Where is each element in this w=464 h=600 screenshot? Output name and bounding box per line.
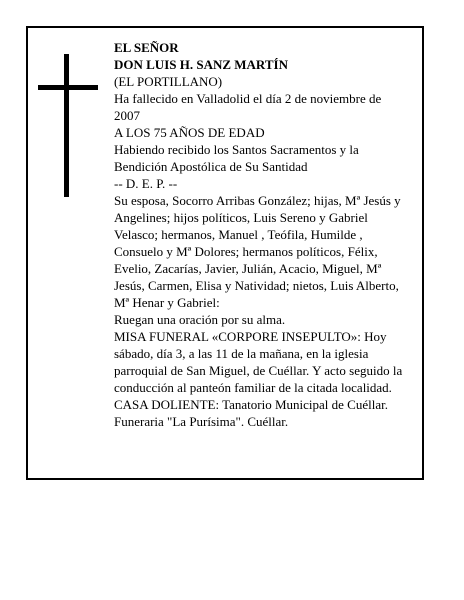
age-line: A LOS 75 AÑOS DE EDAD [114,125,265,140]
deceased-name: DON LUIS H. SANZ MARTÍN [114,57,288,72]
cross-horizontal-bar [38,85,98,90]
mourning-house-info: CASA DOLIENTE: Tanatorio Municipal de Cuéllar. Funeraria "La Purísima". Cuéllar. [114,397,388,429]
sacraments-line: Habiendo recibido los Santos Sacramentos y la Bendición Apostólica de Su Santidad [114,142,359,174]
obituary-text [114,39,406,430]
notice-title: EL SEÑOR [114,40,179,55]
family-list: Su esposa, Socorro Arribas González; hijas, Mª Jesús y Angelines; hijos políticos, Luis Sereno y Gabriel Velasco; hermanos, Manuel , Teófila, Humilde , Consuelo y Mª Dolores; hermanos políticos, Félix, Evelio, Zacarías, Javier, Julián, Acacio, Miguel, Mª Jesús, Carmen, Elisa y Natividad; nietos, Luis Alberto, Mª Henar y Gabriel: [114,193,401,310]
death-announcement: Ha fallecido en Valladolid el día 2 de noviembre de 2007 [114,91,382,123]
cross-vertical-bar [64,54,69,197]
funeral-mass-info: MISA FUNERAL «CORPORE INSEPULTO»: Hoy sábado, día 3, a las 11 de la mañana, en la iglesia parroquial de San Miguel, de Cuéllar. Y acto seguido la conducción al panteón familiar de la citada localidad. [114,329,403,395]
deceased-nickname: (EL PORTILLANO) [114,74,223,89]
cross-icon [38,54,98,197]
rip-line: -- D. E. P. -- [114,176,178,191]
prayer-request: Ruegan una oración por su alma. [114,312,286,327]
